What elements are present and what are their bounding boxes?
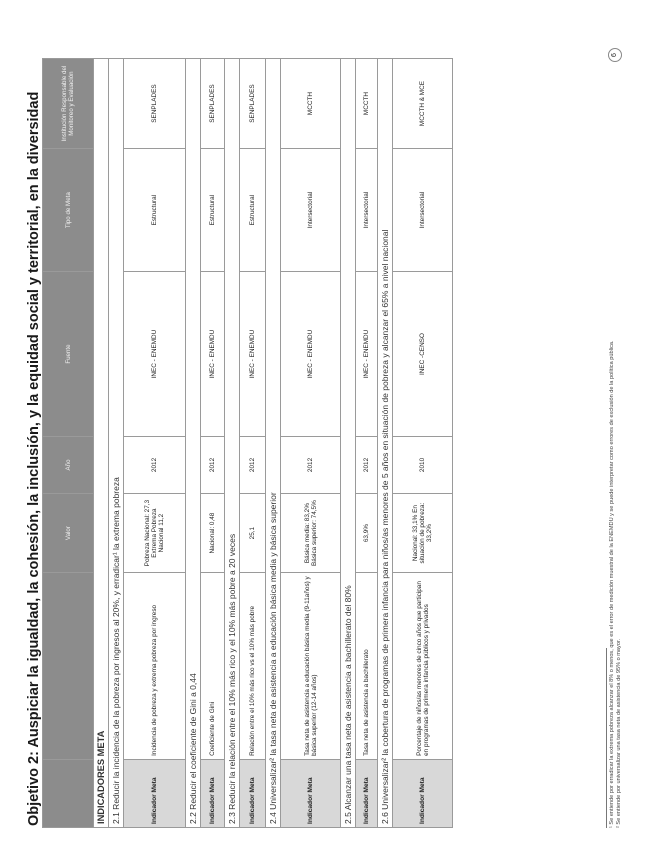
table-header-row [43,59,94,828]
indicator-value: Nacional: 0,48 [201,494,225,573]
indicator-type: Estructural [124,149,186,272]
indicator-institution: SENPLADES [240,59,266,149]
indicator-source: INEC - ENEMDU [201,272,225,437]
indicator-label: Indicador Meta [393,759,453,827]
indicator-description: Porcentaje de niños/as menores de cinco años que participan en programas de primera infancia públicos y privados [393,573,453,760]
table-row [281,59,341,828]
indicator-label: Indicador Meta [240,759,266,827]
indicator-source: INEC - ENEMDU [281,272,341,437]
indicator-description: Tasa neta de asistencia a educación básica media (9-11años) y básica superior (12-14 años) [281,573,341,760]
indicator-year: 2012 [124,436,186,493]
indicator-year: 2012 [201,436,225,493]
indicator-source: INEC - ENEMDU [240,272,266,437]
indicator-type: Estructural [201,149,225,272]
indicator-value: 25,1 [240,494,266,573]
indicator-description: Incidencia de pobreza y extrema pobreza por ingreso [124,573,186,760]
indicator-type: Intersectorial [281,149,341,272]
indicator-value: Pobreza Nacional: 27,3 Extrema Pobreza Nacional 11,2 [124,494,186,573]
indicator-institution: MCCTH & MCE [393,59,453,149]
indicator-description: Coeficiente de Gini [201,573,225,760]
header-institucion: Institución Responsable del Monitoreo y Evaluación [43,59,94,149]
indicator-description: Tasa neta de asistencia a bachillerato [356,573,378,760]
meta-title: 2.4 Universalizar² la tasa neta de asistencia a educación básica media y básica superior [266,59,281,828]
indicator-value: 63,9% [356,494,378,573]
indicator-year: 2010 [393,436,453,493]
meta-title: 2.5 Alcanzar una tasa neta de asistencia a bachillerato del 80% [341,59,356,828]
indicator-year: 2012 [240,436,266,493]
indicator-label: Indicador Meta [281,759,341,827]
indicators-table [42,58,453,828]
indicator-description: Relación entre el 10% más rico vs el 10% más pobre [240,573,266,760]
table-row [393,59,453,828]
header-fuente: Fuente [43,272,94,437]
indicator-institution: SENPLADES [201,59,225,149]
table-row [240,59,266,828]
header-valor: Valor [43,494,94,573]
header-indicador [43,759,94,827]
indicator-institution: MCCTH [356,59,378,149]
meta-title: 2.6 Universalizar² la cobertura de programas de primera infancia para niños/as menores de 5 años en situación de pobreza y alcanzar el 65% a nivel nacional [378,59,393,828]
indicator-source: INEC - ENEMDU [124,272,186,437]
section-heading: INDICADORES META [94,59,109,828]
indicator-source: INEC - ENEMDU [356,272,378,437]
footnote: ¹ Se entiende por erradicar la extrema pobreza alcanzar el 8% o menos, que es el error de medición muestral de la ENEMDU y se puede interpretar como errores de exclusión de la política pública. [609,340,615,828]
indicator-type: Intersectorial [356,149,378,272]
footnotes [606,68,623,828]
meta-title: 2.1 Reducir la incidencia de la pobreza por ingresos al 20%, y erradicar¹ la extrema pobreza [109,59,124,828]
indicator-institution: SENPLADES [124,59,186,149]
indicator-value: Básica media: 83,2% Básica superior: 74,5% [281,494,341,573]
header-descripcion [43,573,94,760]
page-number: 6 [608,48,622,62]
indicator-type: Intersectorial [393,149,453,272]
table-row [356,59,378,828]
indicator-value: Nacional: 33,1% En situación de pobreza: 33,2% [393,494,453,573]
document-page [14,18,632,848]
meta-title: 2.3 Reducir la relación entre el 10% más rico y el 10% más pobre a 20 veces [225,59,240,828]
header-anio: Año [43,436,94,493]
indicator-institution: MCCTH [281,59,341,149]
footnote-divider [606,648,607,828]
indicator-source: INEC -CENSO [393,272,453,437]
header-tipo-meta: Tipo de Meta [43,149,94,272]
indicator-label: Indicador Meta [201,759,225,827]
footnote: ² Se entiende por universalizar una tasa neta de asistencia de 95% o mayor. [616,638,622,828]
indicator-year: 2012 [281,436,341,493]
objective-title: Objetivo 2: Auspiciar la igualdad, la cohesión, la inclusión, y la equidad social y territorial, en la diversidad [26,91,42,826]
table-row [124,59,186,828]
indicator-label: Indicador Meta [356,759,378,827]
table-row [201,59,225,828]
indicator-label: Indicador Meta [124,759,186,827]
indicator-year: 2012 [356,436,378,493]
meta-title: 2.2 Reducir el coeficiente de Gini a 0,44 [186,59,201,828]
indicator-type: Estructural [240,149,266,272]
